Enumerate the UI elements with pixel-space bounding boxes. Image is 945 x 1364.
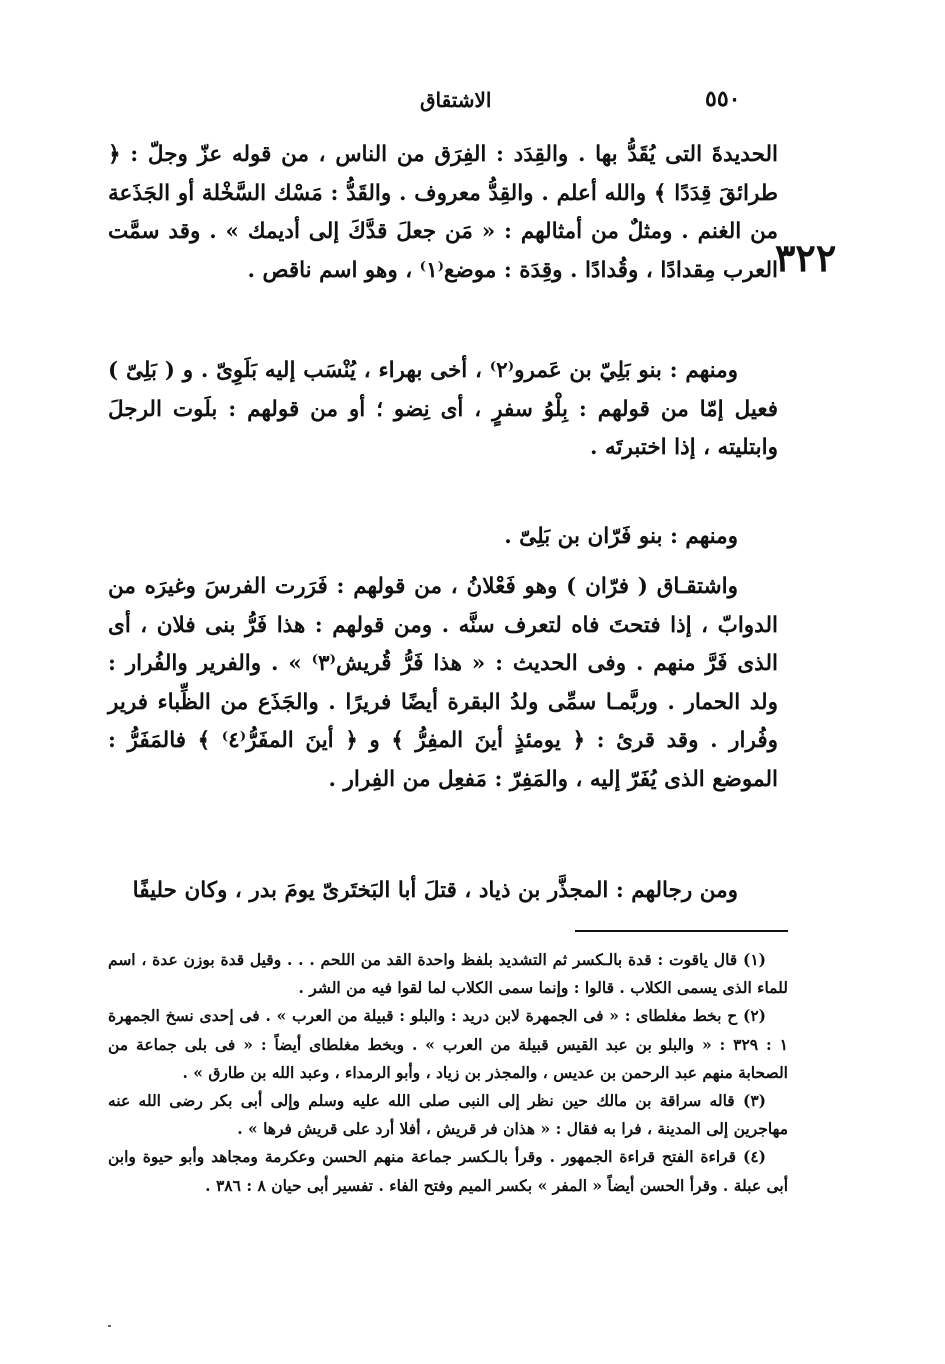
body-paragraph-4 <box>108 568 778 799</box>
body-paragraph-5 <box>108 872 778 911</box>
body-paragraph-3 <box>108 518 778 557</box>
margin-number: ٣٢٢ <box>775 235 837 280</box>
footnotes <box>108 946 788 1200</box>
paragraph-text: الحديدةَ التى يُقَدُّ بها . والقِدَد : الفِرَق من الناس ، من قوله عزّ وجلّ : ﴿ طرائقَ قِدَدًا ﴾ والله أعلم . والقِدُّ معروف . والقَدُّ : مَسْك السَّخْلة أو الجَذَعة من الغنم . ومثلٌ من أمثالهم : « مَن جعلَ قدَّكَ إلى أديمك » . وقد سمَّت العرب مِقدادًا ، وقُدادًا . وقِدَة : موضع⁽١⁾ ، وهو اسم ناقص . <box>108 142 778 283</box>
footnote-separator <box>575 930 788 932</box>
paragraph-text: ومنهم : بنو فَرّان بن بَلِىّ . <box>504 524 738 549</box>
paragraph-text: ومن رجالهم : المجذَّر بن ذياد ، قتلَ أبا البَختَرىّ يومَ بدر ، وكان حليفًا <box>132 878 738 903</box>
body-paragraph-2 <box>108 352 778 468</box>
page-header <box>0 86 945 116</box>
footnote-4: (٤) قراءة الفتح قراءة الجمهور . وقرأ بالـكسر جماعة منهم الحسن وعكرمة ومجاهد وأبو حيوة وابن أبى عبلة . وقرأ الحسن أيضاً « المفر » بكسر الميم وفتح الفاء . تفسير أبى حيان ٨ : ٣٨٦ . <box>108 1147 788 1195</box>
running-title: الاشتقاق <box>420 88 492 112</box>
body-paragraph-1 <box>108 136 778 290</box>
footnote-2: (٢) ح بخط مغلطاى : « فى الجمهرة لابن دريد : والبلو : قبيلة من العرب » . فى إحدى نسخ الجمهرة ١ : ٣٢٩ : « والبلو بن عبد القيس قبيلة من العرب » . وبخط مغلطاى أيضاً : « فى بلى جماعة من الصحابة منهم عبد الرحمن بن عديس ، والمجذر بن زياد ، وأبو الرمداء ، وعبد الله بن طارق » . <box>108 1006 788 1082</box>
footnote-1: (١) قال ياقوت : قدة بالـكسر ثم التشديد بلفظ واحدة القد من اللحم . . . وقيل قدة بوزن عدة ، اسم للماء الذى يسمى الكلاب . قالوا : وإنما سمى الكلاب لما لقوا فيه من الشر . <box>108 950 788 998</box>
footnote-3: (٣) قاله سراقة بن مالك حين نظر إلى النبى صلى الله عليه وسلم وإلى أبى بكر رضى الله عنه مهاجرين إلى المدينة ، فرا به فقال : « هذان فر قريش ، أفلا أرد على قريش فرها » . <box>108 1091 788 1139</box>
print-speck <box>108 1325 111 1327</box>
paragraph-text: واشتقـاق ( فرّان ) وهو فَعْلانُ ، من قولهم : فَرَرت الفرسَ وغيرَه من الدوابّ ، إذا فتحتَ فاه لتعرف سنَّه . ومن قولهم : هذا فَرُّ بنى فلان ، أى الذى فَرَّ منهم . وفى الحديث : « هذا فَرُّ قُريش⁽٣⁾ » . والفرير والفُرار : ولد الحمار . وربَّمـا سمِّى ولدُ البقرة أيضًا فريرًا . والجَذَع من الظِّباء فرير وفُرار . وقد قرئ : ﴿ يومئذٍ أينَ المفِرُّ ﴾ و ﴿ أينَ المفَرُّ⁽٤⁾ ﴾ فالمَفَرُّ : الموضع الذى يُفَرّ إليه ، والمَفِرّ : مَفعِل من الفِرار . <box>108 574 778 792</box>
paragraph-text: ومنهم : بنو بَلِيّ بن عَمرو⁽٢⁾ ، أخى بهراء ، يُنْسَب إليه بَلَوِىّ . و ( بَلِىّ ) فعيل إمّا من قولهم : بِلْوُ سفرٍ ، أى نِضو ؛ أو من قولهم : بلَوت الرجلَ وابتليته ، إذا اختبرتَه . <box>108 358 778 460</box>
page-number: ٥٥٠ <box>705 86 741 112</box>
